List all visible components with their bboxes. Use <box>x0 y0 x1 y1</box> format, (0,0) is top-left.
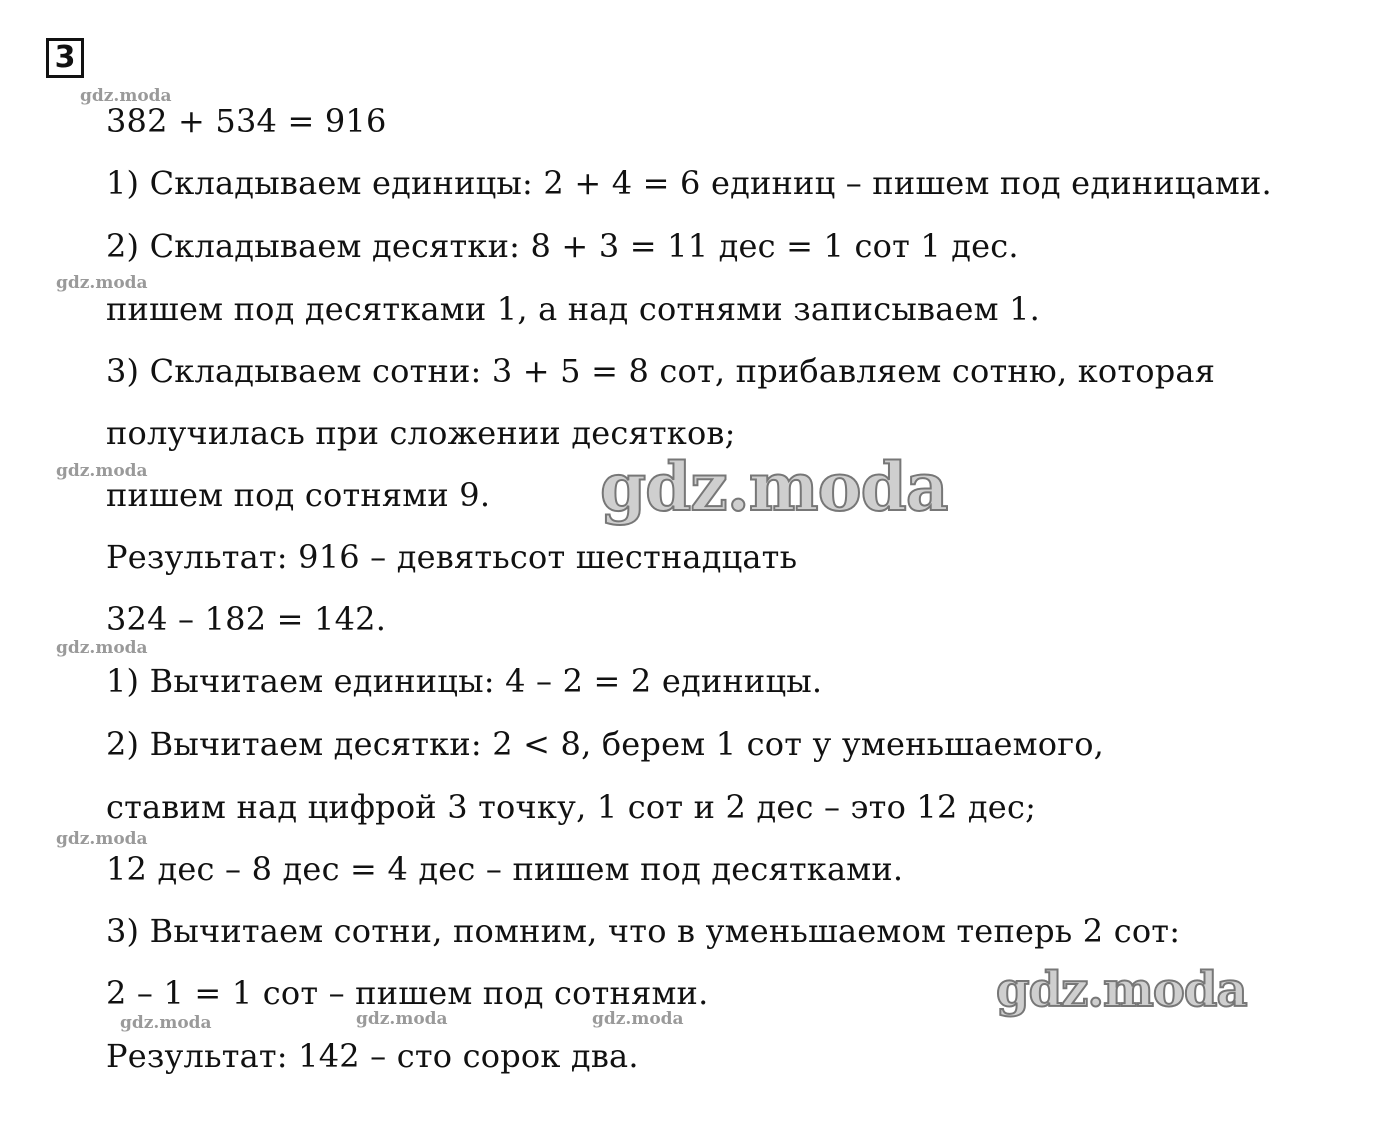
subtraction-step-2: 2) Вычитаем десятки: 2 < 8, берем 1 сот у уменьшаемого, <box>106 725 1105 763</box>
watermark-small: gdz.moda <box>56 638 148 658</box>
addition-step-2-cont: пишем под десятками 1, а над сотнями записываем 1. <box>106 290 1041 328</box>
task-number-box: 3 <box>46 38 84 78</box>
addition-step-3-cont: получилась при сложении десятков; <box>106 414 736 452</box>
addition-step-1: 1) Складываем единицы: 2 + 4 = 6 единиц – пишем под единицами. <box>106 164 1272 202</box>
subtraction-step-2-cont-2: 12 дес – 8 дес = 4 дес – пишем под десятками. <box>106 850 904 888</box>
addition-step-2: 2) Складываем десятки: 8 + 3 = 11 дес = 1 сот 1 дес. <box>106 227 1019 265</box>
equation-addition: 382 + 534 = 916 <box>106 102 387 140</box>
subtraction-step-2-cont: ставим над цифрой 3 точку, 1 сот и 2 дес – это 12 дес; <box>106 788 1037 826</box>
addition-result: Результат: 916 – девятьсот шестнадцать <box>106 538 798 576</box>
watermark-large: gdz.moda <box>996 962 1247 1018</box>
watermark-small: gdz.moda <box>592 1009 684 1029</box>
watermark-small: gdz.moda <box>80 86 172 106</box>
equation-subtraction: 324 – 182 = 142. <box>106 600 387 638</box>
subtraction-step-1: 1) Вычитаем единицы: 4 – 2 = 2 единицы. <box>106 662 823 700</box>
watermark-small: gdz.moda <box>56 273 148 293</box>
subtraction-step-3: 3) Вычитаем сотни, помним, что в уменьшаемом теперь 2 сот: <box>106 912 1181 950</box>
watermark-small: gdz.moda <box>120 1013 212 1033</box>
addition-step-3: 3) Складываем сотни: 3 + 5 = 8 сот, прибавляем сотню, которая <box>106 352 1216 390</box>
watermark-small: gdz.moda <box>56 461 148 481</box>
watermark-small: gdz.moda <box>356 1009 448 1029</box>
watermark-large: gdz.moda <box>600 448 948 526</box>
watermark-small: gdz.moda <box>56 829 148 849</box>
subtraction-step-3-cont: 2 – 1 = 1 сот – пишем под сотнями. <box>106 974 709 1012</box>
addition-step-3-cont-2: пишем под сотнями 9. <box>106 476 491 514</box>
subtraction-result: Результат: 142 – сто сорок два. <box>106 1037 639 1075</box>
